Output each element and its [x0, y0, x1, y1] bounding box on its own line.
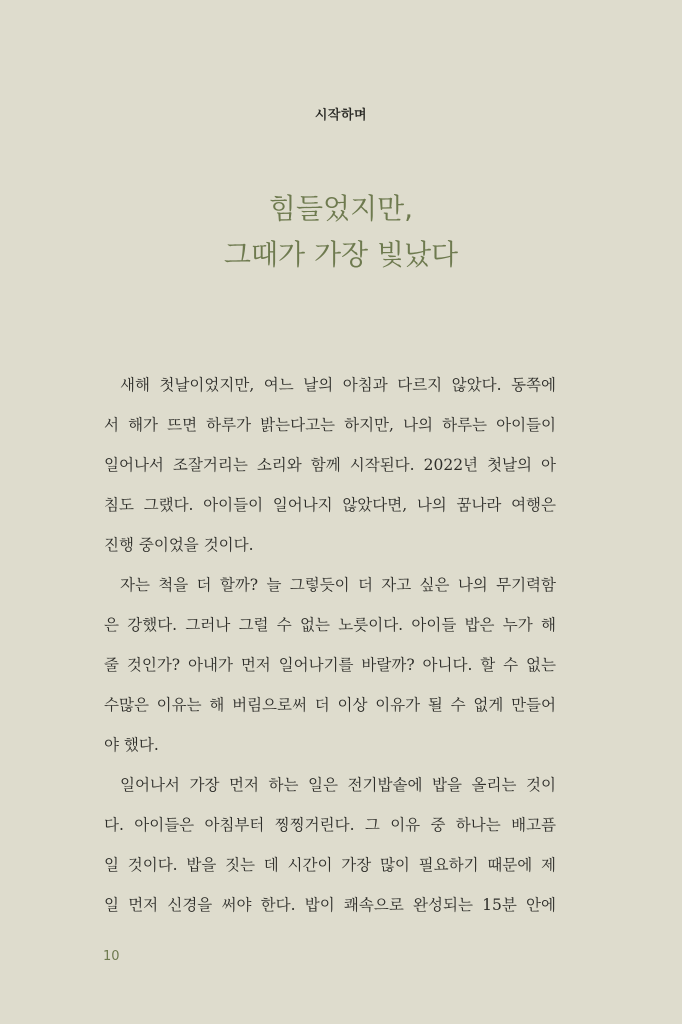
- chapter-title-line-2: 그때가 가장 빛났다: [223, 238, 459, 271]
- body-line: 야 했다.: [104, 736, 159, 754]
- body-line: 은 강했다. 그러나 그럴 수 없는 노릇이다. 아이들 밥은 누가 해: [104, 616, 556, 634]
- body-line: 줄 것인가? 아내가 먼저 일어나기를 바랄까? 아니다. 할 수 없는: [104, 656, 556, 674]
- body-line: 새해 첫날이었지만, 여느 날의 아침과 다르지 않았다. 동쪽에: [120, 376, 556, 394]
- body-line: 다. 아이들은 아침부터 찡찡거린다. 그 이유 중 하나는 배고픔: [104, 816, 556, 834]
- body-line: 서 해가 뜨면 하루가 밝는다고는 하지만, 나의 하루는 아이들이: [104, 416, 556, 434]
- body-line: 일어나서 가장 먼저 하는 일은 전기밥솥에 밥을 올리는 것이: [120, 776, 556, 794]
- body-line: 일 것이다. 밥을 짓는 데 시간이 가장 많이 필요하기 때문에 제: [104, 856, 556, 874]
- body-line: 진행 중이었을 것이다.: [104, 536, 254, 554]
- page-number: 10: [103, 949, 120, 964]
- chapter-title-line-1: 힘들었지만,: [268, 192, 414, 225]
- body-line: 일 먼저 신경을 써야 한다. 밥이 쾌속으로 완성되는 15분 안에: [104, 896, 556, 914]
- body-line: 침도 그랬다. 아이들이 일어나지 않았다면, 나의 꿈나라 여행은: [104, 496, 556, 514]
- body-line: 일어나서 조잘거리는 소리와 함께 시작된다. 2022년 첫날의 아: [104, 456, 556, 474]
- body-line: 자는 척을 더 할까? 늘 그렇듯이 더 자고 싶은 나의 무기력함: [120, 576, 556, 594]
- chapter-title: [0, 186, 682, 278]
- body-line: 수많은 이유는 해 버림으로써 더 이상 이유가 될 수 없게 만들어: [104, 696, 556, 714]
- section-label: 시작하며: [314, 108, 368, 123]
- body-text: [104, 365, 556, 925]
